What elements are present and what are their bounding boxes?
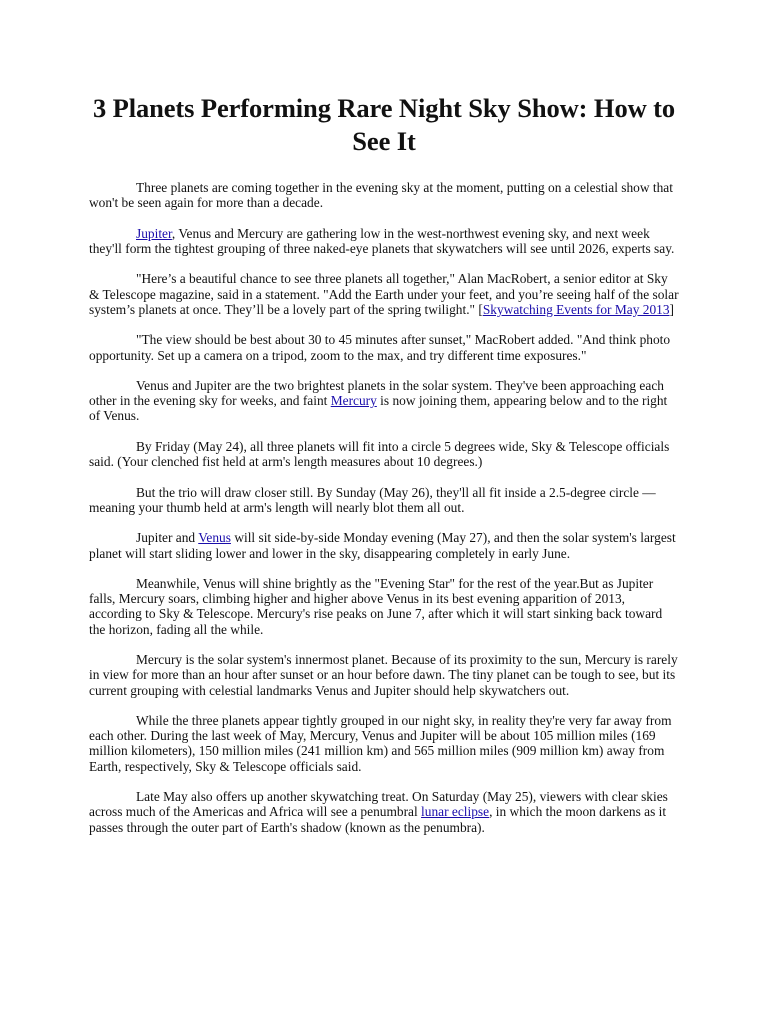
paragraph [89,485,679,515]
paragraph-text: By Friday (May 24), all three planets will fit into a circle 5 degrees wide, Sky & Telescope officials said. (Your clenched fist held at arm's length measures about 10 degrees.) [89,438,670,470]
paragraph-text: , in which the moon darkens as it passes through the outer part of Earth's shadow (known as the penumbra). [89,804,667,835]
paragraph-text: will sit side-by-side Monday evening (May 27), and then the solar system's largest planet will start sliding lower and lower in the sky, disappearing completely in early June. [89,530,676,561]
paragraph-text: Three planets are coming together in the evening sky at the moment, putting on a celestial show that won't be seen again for more than a decade. [89,180,673,211]
paragraph [89,713,679,774]
paragraph [89,378,679,424]
paragraph-text: Venus and Jupiter are the two brightest planets in the solar system. They've been approaching each other in the evening sky for weeks, and faint [89,378,664,409]
paragraph [89,576,679,637]
paragraph [89,530,679,560]
article-body [89,180,679,835]
paragraph-text: is now joining them, appearing below and to the right of Venus. [89,393,668,424]
paragraph-text: Late May also offers up another skywatching treat. On Saturday (May 25), viewers with clear skies across much of the Americas and Africa will see a penumbral [89,789,668,820]
paragraph-text: Jupiter and [136,530,199,546]
paragraph [89,652,679,698]
paragraph-text: "The view should be best about 30 to 45 minutes after sunset," MacRobert added. "And think photo opportunity. Set up a camera on a tripod, zoom to the max, and try different time exposures." [89,332,671,363]
article-title: 3 Planets Performing Rare Night Sky Show: How to See It [92,93,676,156]
inline-link[interactable]: Jupiter [136,225,172,241]
paragraph-text: While the three planets appear tightly grouped in our night sky, in reality they're very far away from each other. During the last week of May, Mercury, Venus and Jupiter will be about 105 million miles (169 million kilometers), 150 million miles (241 million km) and 565 million miles (909 million km) away from Earth, respectively, Sky & Telescope officials said. [89,713,672,774]
document-page [89,92,679,850]
inline-link[interactable]: lunar eclipse [421,804,490,820]
inline-link[interactable]: Skywatching Events for May 2013 [482,301,670,317]
paragraph-text: Meanwhile, Venus will shine brightly as the "Evening Star" for the rest of the year.But as Jupiter falls, Mercury soars, climbing higher and higher above Venus in its best evening apparition of 2013, according to Sky & Telescope. Mercury's rise peaks on June 7, after which it will start sinking back toward the horizon, fading all the while. [89,576,663,637]
paragraph [89,226,679,256]
paragraph-text: ] [669,301,675,317]
paragraph-text: , Venus and Mercury are gathering low in the west-northwest evening sky, and next week they'll form the tightest grouping of three naked-eye planets that skywatchers will see until 2026, experts say. [89,225,675,256]
paragraph [89,180,679,210]
paragraph-text: Mercury is the solar system's innermost planet. Because of its proximity to the sun, Mercury is rarely in view for more than an hour after sunset or an hour before dawn. The tiny planet can be tough to see, but its current grouping with celestial landmarks Venus and Jupiter should help skywatchers out. [89,652,678,698]
paragraph [89,439,679,469]
inline-link[interactable]: Venus [198,530,231,546]
inline-link[interactable]: Mercury [330,393,377,409]
paragraph-text: But the trio will draw closer still. By Sunday (May 26), they'll all fit inside a 2.5-degree circle — meaning your thumb held at arm's length will nearly blot them all out. [89,484,656,515]
paragraph-text: "Here’s a beautiful chance to see three planets all together," Alan MacRobert, a senior editor at Sky & Telescope magazine, said in a statement. "Add the Earth under your feet, and you’re seeing half of the solar system’s planets at once. They’ll be a lovely part of the spring twilight." [ [89,271,679,317]
paragraph [89,789,679,835]
paragraph [89,332,679,362]
paragraph [89,271,679,317]
